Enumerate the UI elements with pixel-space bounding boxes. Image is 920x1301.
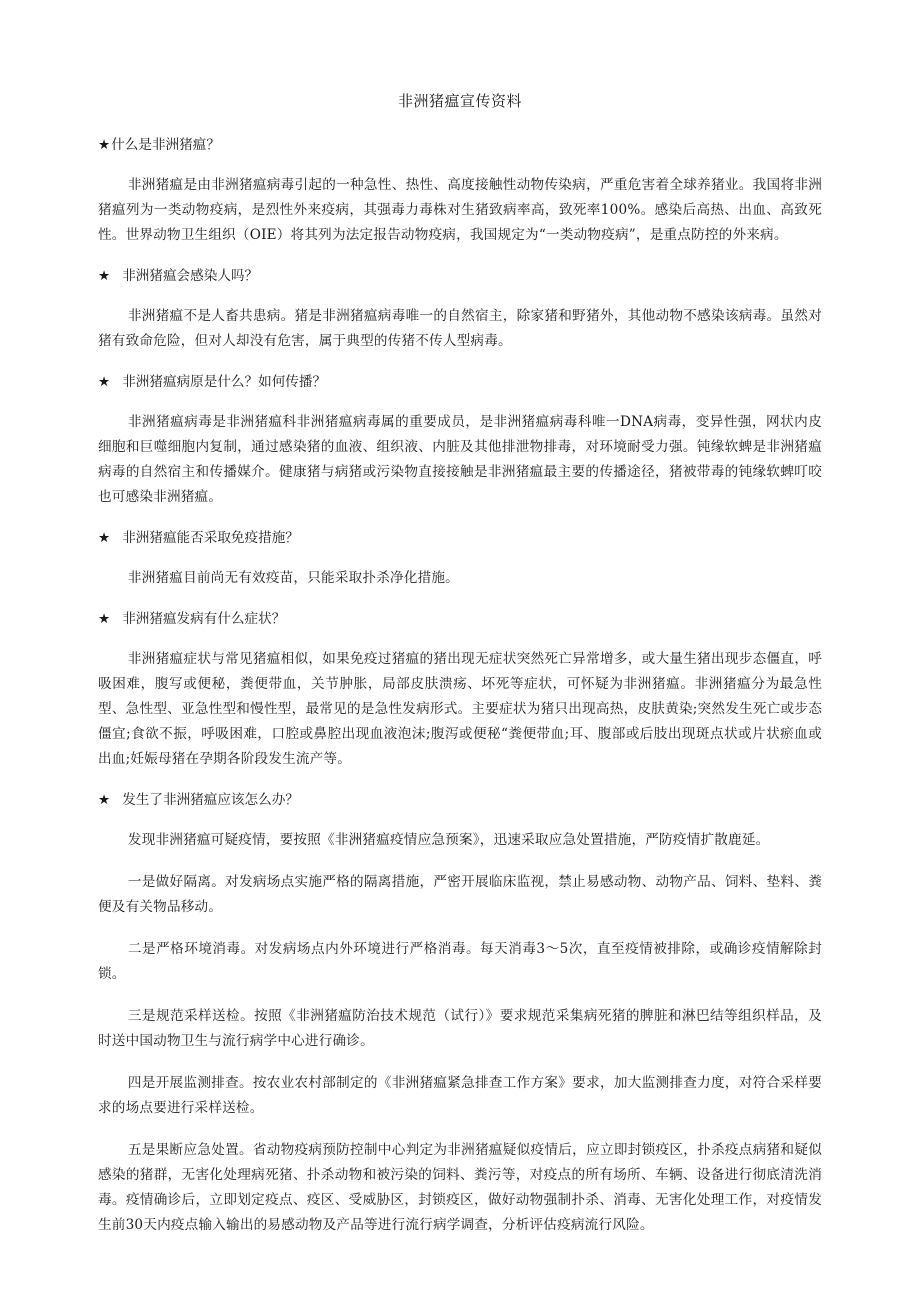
section-paragraph: 非洲猪瘟不是人畜共患病。猪是非洲猪瘟病毒唯一的自然宿主，除家猪和野猪外，其他动物不感染该病毒。虽然对猪有致命危险，但对人却没有危害，属于典型的传猪不传人型病毒。 <box>98 308 822 349</box>
section-heading <box>98 134 822 156</box>
section-heading-text: 非洲猪瘟能否采取免疫措施？ <box>122 530 299 546</box>
document-page <box>98 88 822 1255</box>
document-title: 非洲猪瘟宣传资料 <box>397 92 522 110</box>
star-icon: ★ <box>98 268 111 284</box>
section-paragraph: 非洲猪瘟症状与常见猪瘟相似，如果免疫过猪瘟的猪出现无症状突然死亡异常增多，或大量生猪出现步态僵直，呼吸困难，腹写或便秘，粪便带血，关节肿胀，局部皮肤溃疡、坏死等症状，可怀疑为非洲猪瘟。非洲猪瘟分为最急性型、急性型、亚急性型和慢性型，最常见的是急性发病形式。主要症状为猪只出现高热，皮肤黄染;突然发生死亡或步态僵宜;食欲不振，呼吸困难，口腔或鼻腔出现血液泡沫;腹泻或便秘“粪便带血;耳、腹部或后肢出现斑点状或片状瘀血或出血;妊娠母猪在孕期各阶段发生流产等。 <box>98 651 822 767</box>
star-icon: ★ <box>98 530 111 546</box>
section-heading <box>98 371 822 393</box>
section-paragraph: 发现非洲猪瘟可疑疫情，要按照《非洲猪瘟疫情应急预案》，迅速采取应急处置措施，严防疫情扩散鹿延。 <box>127 832 770 848</box>
section-heading-text: 非洲猪瘟会感染人吗？ <box>122 268 259 284</box>
section-paragraph: 非洲猪瘟目前尚无有效疫苗，只能采取扑杀净化措施。 <box>127 570 459 586</box>
section-heading-text: 什么是非洲猪瘟？ <box>111 137 220 153</box>
section-paragraph: 二是严格环境消毒。对发病场点内外环境进行严格消毒。每天消毒3～5次，直至疫情被排除，或确诊疫情解除封锁。 <box>98 941 822 982</box>
star-icon: ★ <box>98 137 111 153</box>
section-heading-text: 非洲猪瘟发病有什么症状？ <box>122 611 286 627</box>
section-heading-text: 发生了非洲猪瘟应该怎么办？ <box>122 792 299 808</box>
section-paragraph: 非洲猪瘟是由非洲猪瘟病毒引起的一种急性、热性、高度接触性动物传染病，严重危害着全球养猪业。我国将非洲猪瘟列为一类动物疫病，是烈性外来疫病，其强毒力毒株对生猪致病率高，致死率100%。感染后高热、出血、高致死性。世界动物卫生组织（OIE）将其列为法定报告动物疫病，我国规定为“一类动物疫病”，是重点防控的外来病。 <box>98 177 822 243</box>
section-paragraph: 非洲猪瘟病毒是非洲猪瘟科非洲猪瘟病毒属的重要成员，是非洲猪瘟病毒科唯一DNA病毒，变异性强，网状内皮细胞和巨噬细胞内复制，通过感染猪的血液、组织液、内脏及其他排泄物排毒，对环境耐受力强。钝缘软蜱是非洲猪瘟病毒的自然宿主和传播媒介。健康猪与病猪或污染物直接接触是非洲猪瘟最主要的传播途径，猪被带毒的钝缘软蜱叮咬也可感染非洲猪瘟。 <box>98 414 822 505</box>
section-heading <box>98 789 822 811</box>
section-heading <box>98 265 822 287</box>
section-paragraph: 一是做好隔离。对发病场点实施严格的隔离措施，严密开展临床监视，禁止易感动物、动物产品、饲料、垫料、粪便及有关物品移动。 <box>98 874 822 915</box>
star-icon: ★ <box>98 374 111 390</box>
section-paragraph: 五是果断应急处置。省动物疫病预防控制中心判定为非洲猪瘟疑似疫情后，应立即封锁疫区，扑杀疫点病猪和疑似感染的猪群，无害化处理病死猪、扑杀动物和被污染的饲料、粪污等，对疫点的所有场所、车辆、设备进行彻底清洗消毒。疫情确诊后，立即划定疫点、疫区、受威胁区，封锁疫区，做好动物强制扑杀、消毒、无害化处理工作，对疫情发生前30天内疫点输入输出的易感动物及产品等进行流行病学调查，分析评估疫病流行风险。 <box>98 1142 822 1233</box>
section-heading <box>98 527 822 549</box>
star-icon: ★ <box>98 792 111 808</box>
section-heading <box>98 608 822 630</box>
star-icon: ★ <box>98 611 111 627</box>
section-paragraph: 四是开展监测排查。按农业农村部制定的《非洲猪瘟紧急排查工作方案》要求，加大监测排查力度，对符合采样要求的场点要进行采样送检。 <box>98 1075 822 1116</box>
section-paragraph: 三是规范采样送检。按照《非洲猪瘟防治技术规范（试行）》要求规范采集病死猪的脾脏和淋巴结等组织样品，及时送中国动物卫生与流行病学中心进行确诊。 <box>98 1008 822 1049</box>
section-heading-text: 非洲猪瘟病原是什么？如何传播？ <box>122 374 327 390</box>
